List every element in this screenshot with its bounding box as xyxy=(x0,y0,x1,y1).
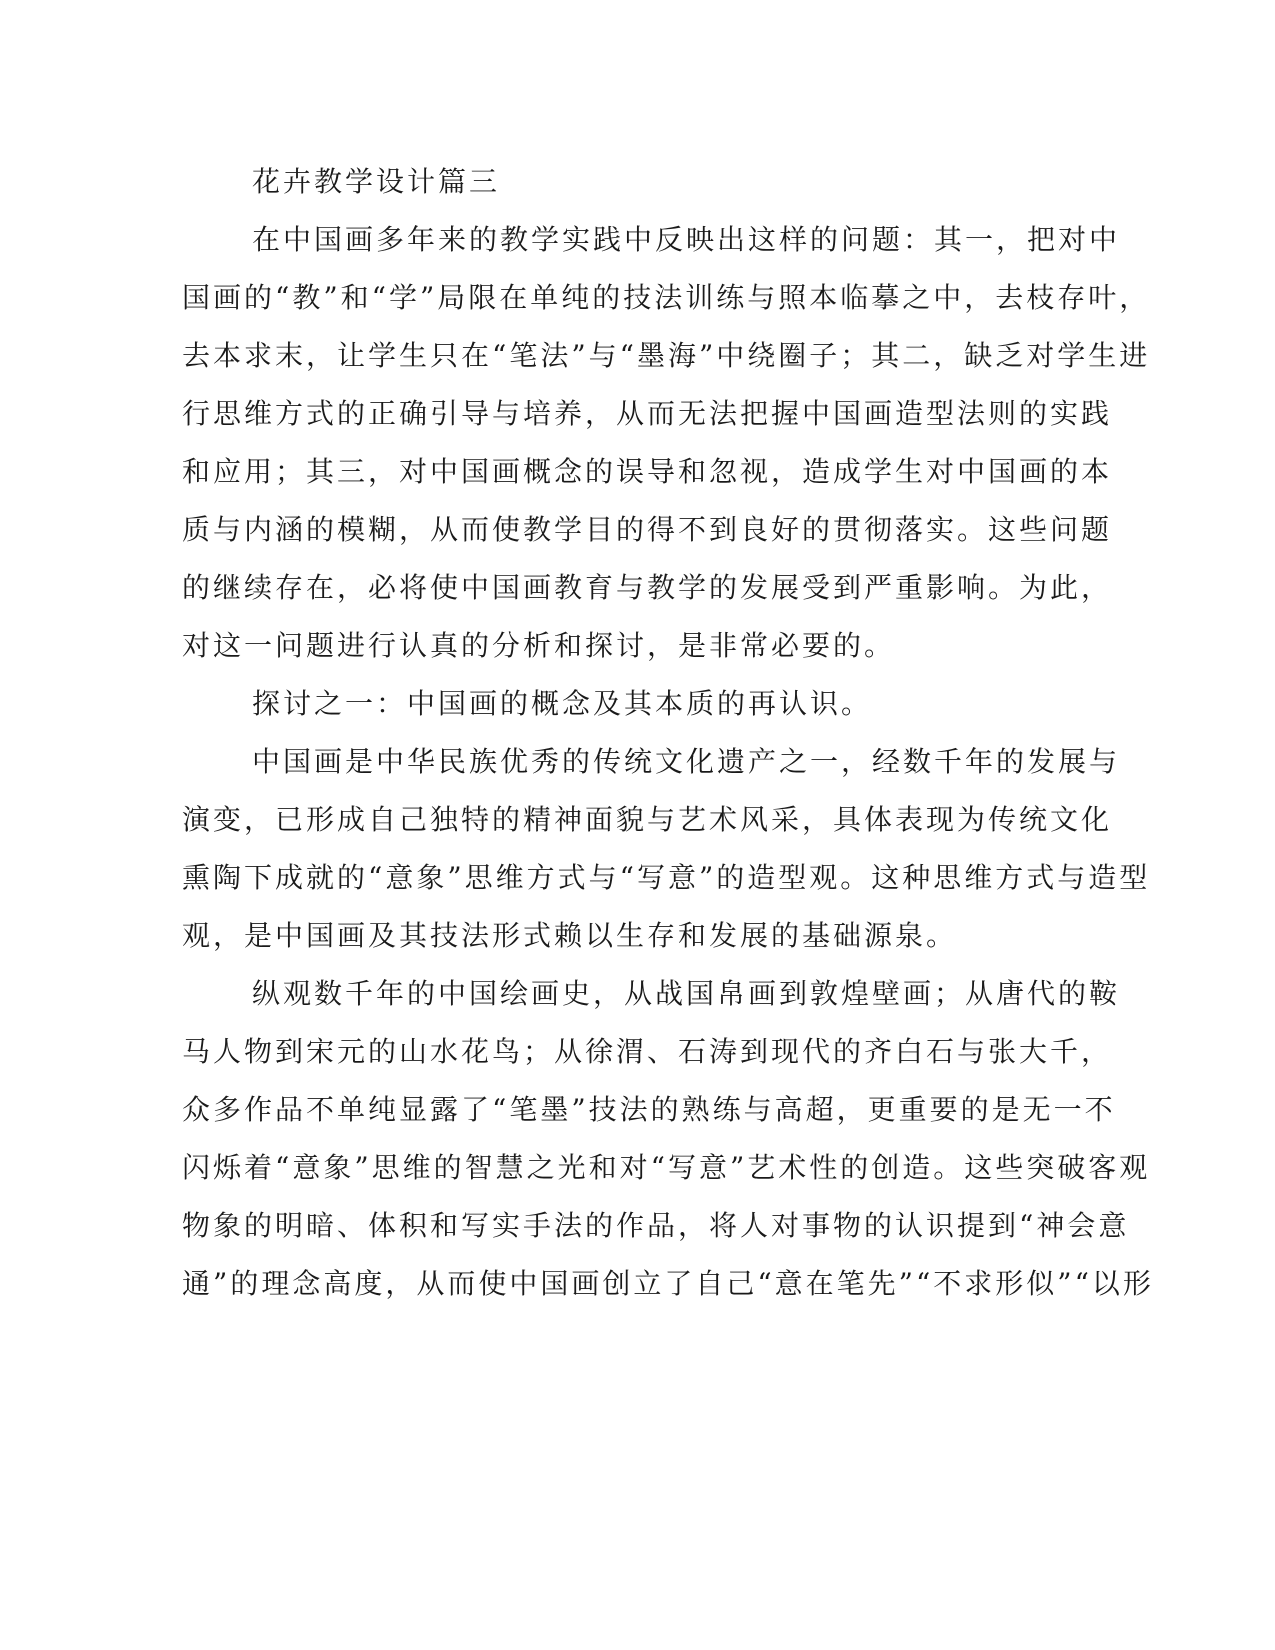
section-heading: 探讨之一：中国画的概念及其本质的再认识。 xyxy=(252,687,873,720)
paragraph-line: 闪烁着“意象”思维的智慧之光和对“写意”艺术性的创造。这些突破客观 xyxy=(182,1151,1151,1184)
paragraph-line: 国画的“教”和“学”局限在单纯的技法训练与照本临摹之中，去枝存叶， xyxy=(182,281,1151,314)
paragraph-line: 中国画是中华民族优秀的传统文化遗产之一，经数千年的发展与 xyxy=(252,745,1121,778)
paragraph-line: 演变，已形成自己独特的精神面貌与艺术风采，具体表现为传统文化 xyxy=(182,803,1113,836)
paragraph-line: 质与内涵的模糊，从而使教学目的得不到良好的贯彻落实。这些问题 xyxy=(182,513,1113,546)
paragraph-line: 马人物到宋元的山水花鸟；从徐渭、石涛到现代的齐白石与张大千， xyxy=(182,1035,1113,1068)
paragraph-line: 对这一问题进行认真的分析和探讨，是非常必要的。 xyxy=(182,629,896,662)
paragraph-line: 纵观数千年的中国绘画史，从战国帛画到敦煌壁画；从唐代的鞍 xyxy=(252,977,1121,1010)
paragraph-line: 众多作品不单纯显露了“笔墨”技法的熟练与高超，更重要的是无一不 xyxy=(182,1093,1116,1126)
paragraph-line: 去本求末，让学生只在“笔法”与“墨海”中绕圈子；其二，缺乏对学生进 xyxy=(182,339,1151,372)
paragraph-line: 观，是中国画及其技法形式赖以生存和发展的基础源泉。 xyxy=(182,919,958,952)
paragraph-line: 熏陶下成就的“意象”思维方式与“写意”的造型观。这种思维方式与造型 xyxy=(182,861,1151,894)
paragraph-line: 的继续存在，必将使中国画教育与教学的发展受到严重影响。为此， xyxy=(182,571,1113,604)
paragraph-line: 行思维方式的正确引导与培养，从而无法把握中国画造型法则的实践 xyxy=(182,397,1113,430)
section-title: 花卉教学设计篇三 xyxy=(252,165,501,198)
paragraph-line: 在中国画多年来的教学实践中反映出这样的问题：其一，把对中 xyxy=(252,223,1121,256)
paragraph-line: 和应用；其三，对中国画概念的误导和忽视，造成学生对中国画的本 xyxy=(182,455,1113,488)
paragraph-line: 物象的明暗、体积和写实手法的作品，将人对事物的认识提到“神会意 xyxy=(182,1209,1130,1242)
paragraph-line: 通”的理念高度，从而使中国画创立了自己“意在笔先”“不求形似”“以形 xyxy=(182,1267,1154,1300)
